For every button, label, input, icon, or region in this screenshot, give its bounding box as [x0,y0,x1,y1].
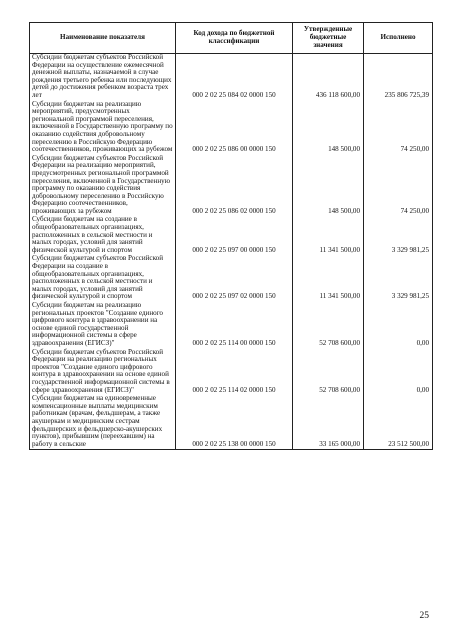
row-indicator-name: Субсидии бюджетам субъектов Российской Федерации на реализацию мероприятий, предусмотренных региональной программой переселения, включенной в Государственную программу по оказанию содействия добровольному переселению в Российскую Федерацию соотечественников, проживающих за рубежом [30,155,176,217]
row-indicator-name: Субсидии бюджетам на реализацию региональных проектов "Создание единого цифрового контура в здравоохранении на основе единой государственной информационной системы в сфере здравоохранения (ЕГИСЗ)" [30,302,176,349]
row-approved-value: 148 500,00 [293,101,364,155]
row-executed-value: 74 250,00 [364,101,433,155]
header-approved-values: Утвержденные бюджетные значения [293,23,364,54]
row-executed-value: 0,00 [364,349,433,396]
row-executed-value: 3 329 981,25 [364,255,433,302]
row-executed-value: 3 329 981,25 [364,216,433,255]
table-row [30,349,433,396]
table-row [30,54,433,101]
row-executed-value: 235 806 725,39 [364,54,433,101]
row-income-code: 000 2 02 25 097 02 0000 150 [176,255,293,302]
row-income-code: 000 2 02 25 138 00 0000 150 [176,395,293,450]
row-indicator-name: Субсидии бюджетам субъектов Российской Федерации на создание в общеобразовательных организациях, расположенных в сельской местности и малых городах, условий для занятий физической культурой и спортом [30,255,176,302]
table-row [30,395,433,450]
header-indicator-name: Наименование показателя [30,23,176,54]
table-row [30,216,433,255]
row-approved-value: 52 708 600,00 [293,302,364,349]
row-income-code: 000 2 02 25 097 00 0000 150 [176,216,293,255]
row-income-code: 000 2 02 25 084 02 0000 150 [176,54,293,101]
row-indicator-name: Субсидии бюджетам на реализацию мероприятий, предусмотренных региональной программой переселения, включенной в Государственную программу по оказанию содействия добровольному переселению в Российскую Федерацию соотечественников, проживающих за рубежом [30,101,176,155]
row-income-code: 000 2 02 25 086 02 0000 150 [176,155,293,217]
budget-income-table [29,22,433,450]
row-income-code: 000 2 02 25 114 00 0000 150 [176,302,293,349]
row-approved-value: 11 341 500,00 [293,216,364,255]
header-income-code: Код дохода по бюджетной классификации [176,23,293,54]
table-row [30,255,433,302]
page-number: 25 [419,611,429,621]
row-executed-value: 0,00 [364,302,433,349]
row-executed-value: 74 250,00 [364,155,433,217]
table-header-row [30,23,433,54]
row-indicator-name: Субсидии бюджетам субъектов Российской Федерации на реализацию региональных проектов "Создание единого цифрового контура в здравоохранении на основе единой государственной информационной системы в сфере здравоохранения (ЕГИСЗ)" [30,349,176,396]
row-indicator-name: Субсидии бюджетам на единовременные компенсационные выплаты медицинским работникам (врачам, фельдшерам, а также акушеркам и медицинским сестрам фельдшерских и фельдшерско-акушерских пунктов), прибывшим (переехавшим) на работу в сельские [30,395,176,450]
row-executed-value: 23 512 500,00 [364,395,433,450]
row-income-code: 000 2 02 25 114 02 0000 150 [176,349,293,396]
row-income-code: 000 2 02 25 086 00 0000 150 [176,101,293,155]
table-row [30,302,433,349]
table-row [30,101,433,155]
row-indicator-name: Субсидии бюджетам на создание в общеобразовательных организациях, расположенных в сельской местности и малых городах, условий для занятий физической культурой и спортом [30,216,176,255]
row-approved-value: 33 165 000,00 [293,395,364,450]
row-indicator-name: Субсидии бюджетам субъектов Российской Федерации на осуществление ежемесячной денежной выплаты, назначаемой в случае рождения третьего ребенка или последующих детей до достижения ребенком возраста трех лет [30,54,176,101]
row-approved-value: 11 341 500,00 [293,255,364,302]
table-row [30,155,433,217]
header-executed: Исполнено [364,23,433,54]
row-approved-value: 148 500,00 [293,155,364,217]
row-approved-value: 436 118 600,00 [293,54,364,101]
row-approved-value: 52 708 600,00 [293,349,364,396]
